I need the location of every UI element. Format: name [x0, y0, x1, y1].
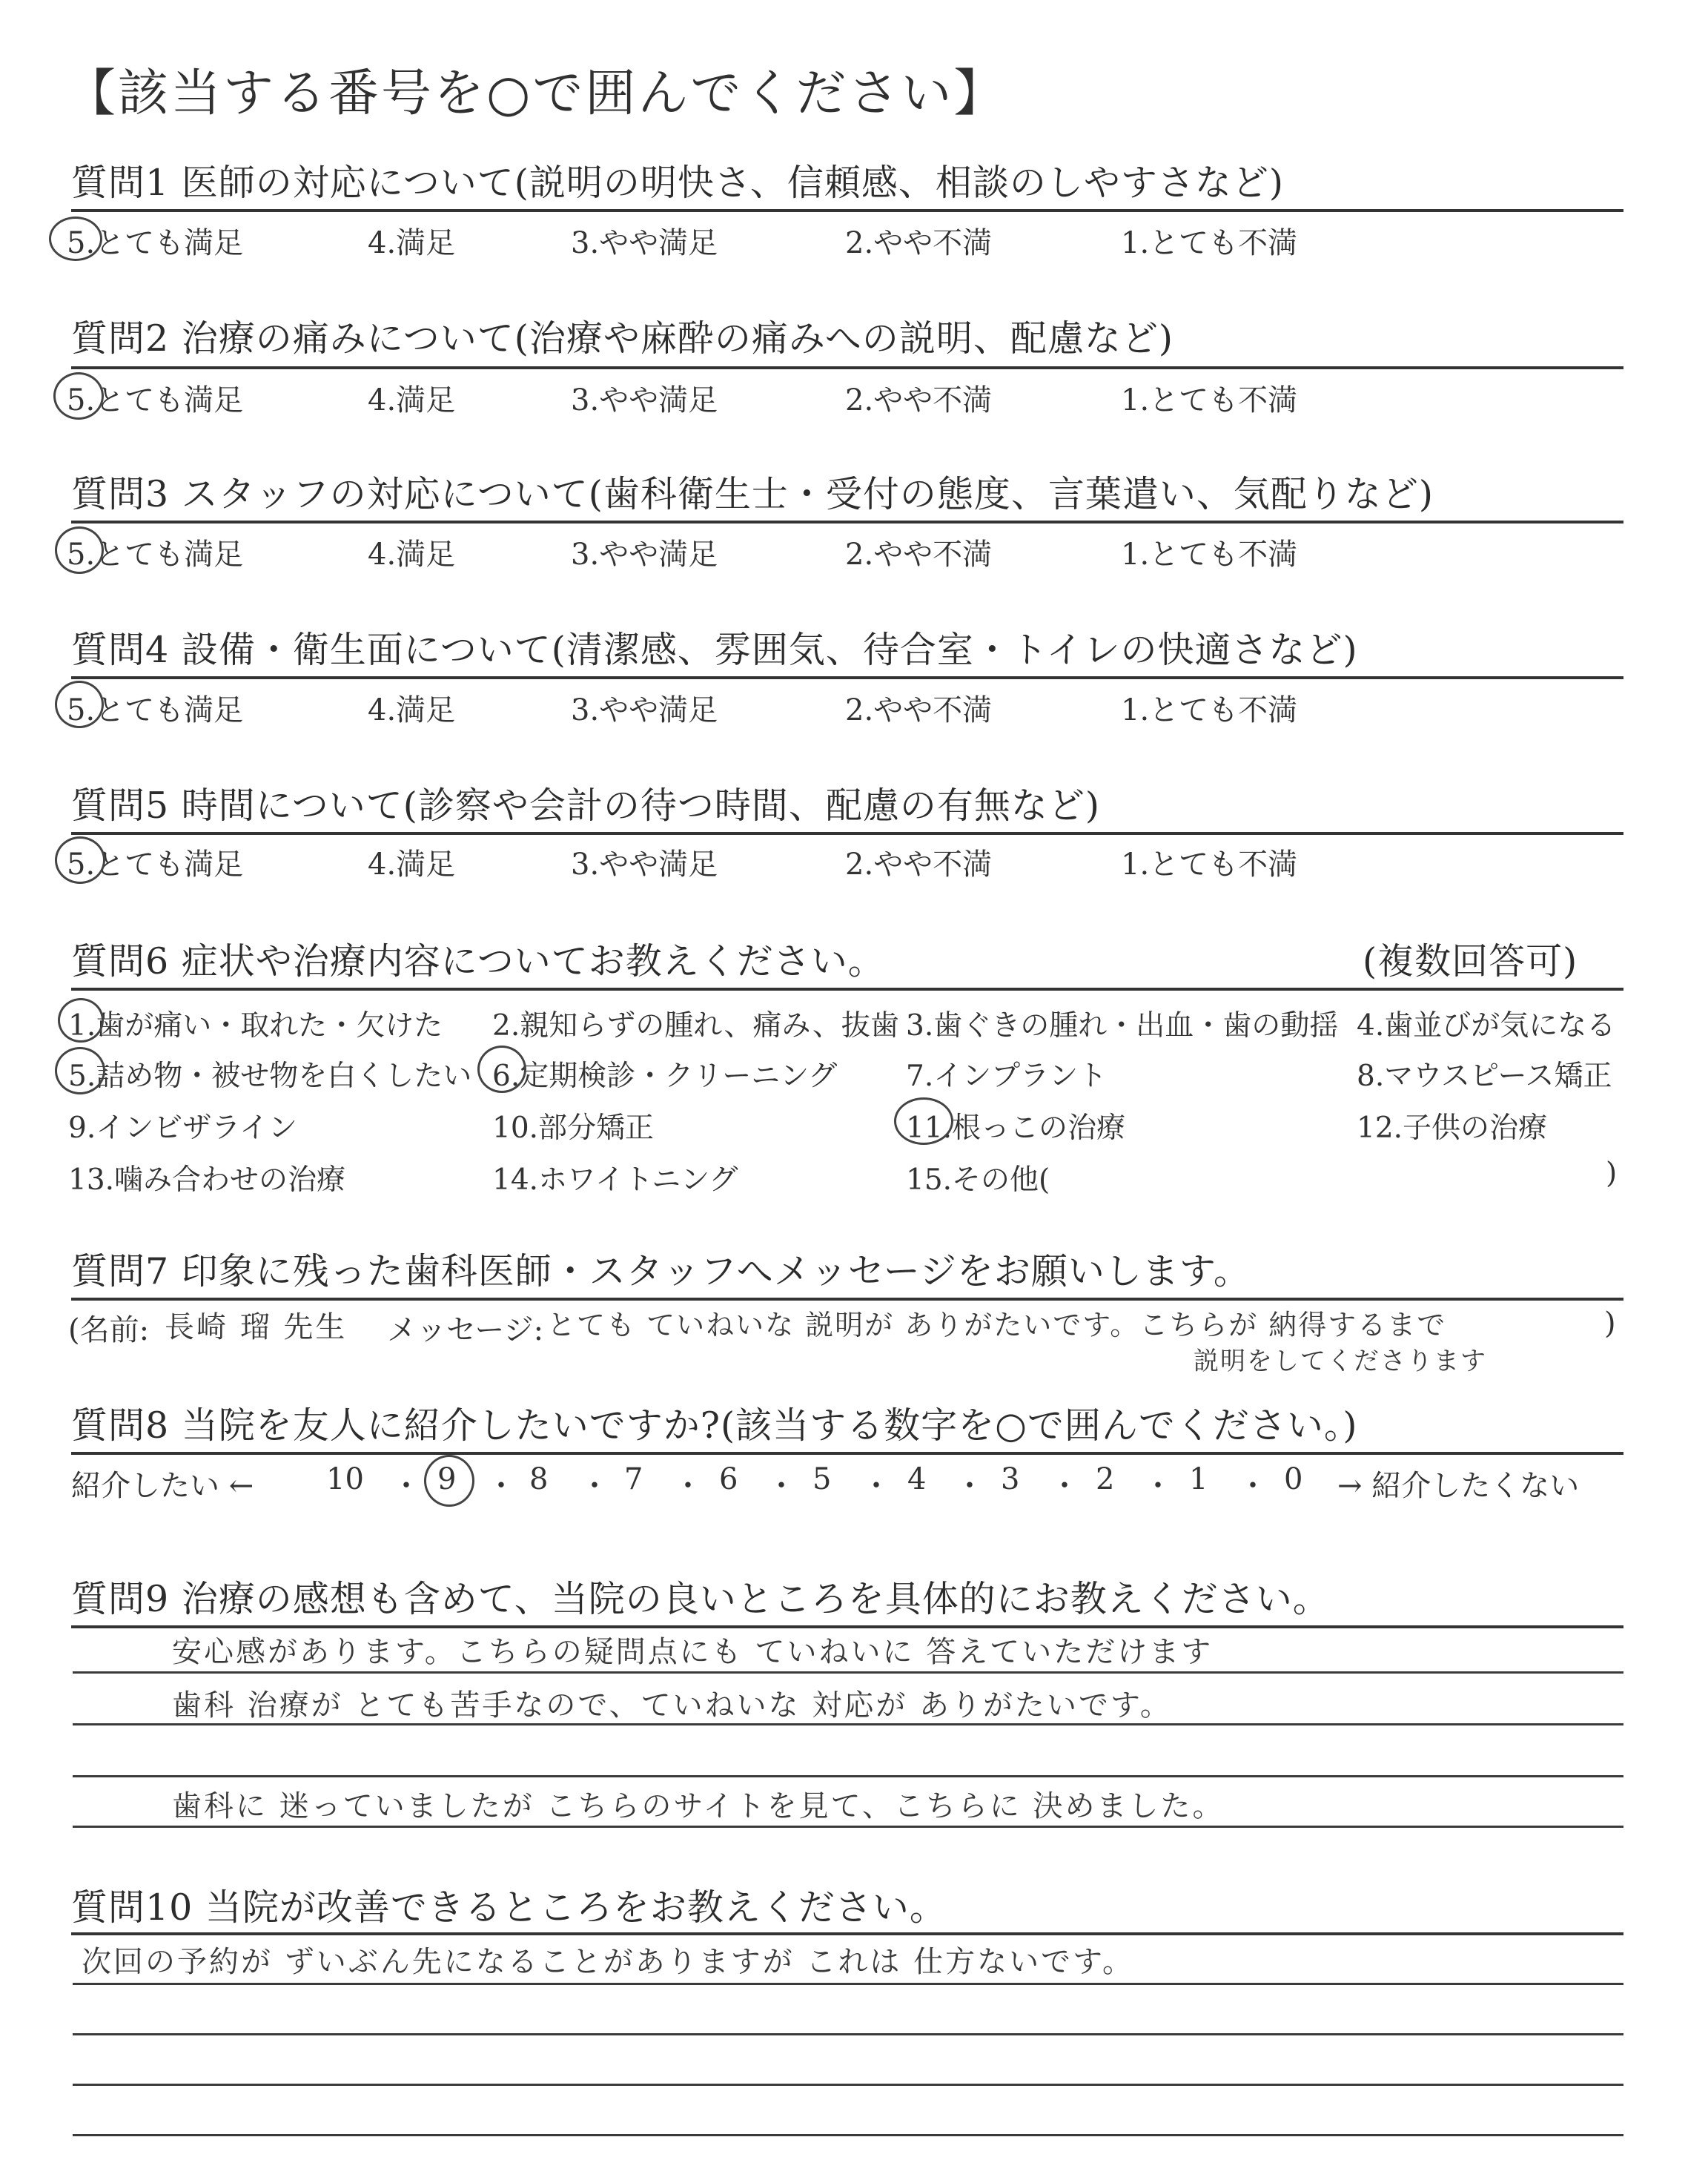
handwritten-answer-line-1: 次回の予約が ずいぶん先になることがありますが これは 仕方ないです。	[82, 1945, 1134, 1979]
scale-dot: ・	[391, 1469, 421, 1503]
symptom-option-11[interactable]: 11.根っこの治療	[906, 1112, 1126, 1145]
divider	[71, 366, 1623, 369]
option-4[interactable]: 4.満足	[368, 226, 456, 260]
answer-line	[73, 1775, 1623, 1777]
handwritten-answer-line-4: 歯科に 迷っていましたが こちらのサイトを見て、こちらに 決めました。	[172, 1789, 1225, 1823]
option-2[interactable]: 2.やや不満	[845, 693, 993, 727]
question-10-label: 質問10 当院が改善できるところをお教えください。	[71, 1886, 947, 1929]
question-4-label: 質問4 設備・衛生面について(清潔感、雰囲気、待合室・トイレの快適さなど)	[71, 629, 1358, 671]
scale-4[interactable]: 4	[907, 1462, 927, 1496]
question-9-label: 質問9 治療の感想も含めて、当院の良いところを具体的にお教えください。	[71, 1578, 1330, 1620]
option-1[interactable]: 1.とても不満	[1121, 383, 1298, 417]
scale-dot: ・	[580, 1469, 609, 1503]
symptom-option-1[interactable]: 1.歯が痛い・取れた・欠けた	[68, 1009, 443, 1043]
scale-0[interactable]: 0	[1284, 1462, 1303, 1496]
scale-2[interactable]: 2	[1096, 1462, 1115, 1496]
option-2[interactable]: 2.やや不満	[845, 848, 993, 882]
question-2-label: 質問2 治療の痛みについて(治療や麻酔の痛みへの説明、配慮など)	[71, 317, 1174, 360]
name-prefix: (名前:	[68, 1313, 150, 1347]
option-5[interactable]: 5.とても満足	[67, 848, 244, 882]
symptom-option-8[interactable]: 8.マウスピース矯正	[1357, 1060, 1612, 1093]
scale-dot: ・	[1238, 1469, 1268, 1503]
option-3[interactable]: 3.やや満足	[571, 693, 718, 727]
divider	[71, 209, 1623, 212]
option-5[interactable]: 5.とても満足	[67, 538, 244, 572]
scale-10[interactable]: 10	[326, 1462, 364, 1496]
symptom-option-12[interactable]: 12.子供の治療	[1357, 1112, 1548, 1145]
scale-3[interactable]: 3	[1001, 1462, 1020, 1496]
message-prefix: メッセージ:	[387, 1313, 544, 1347]
symptom-option-15[interactable]: 15.その他(	[906, 1163, 1050, 1197]
answer-line	[73, 1671, 1623, 1674]
recommend-left-label: 紹介したい ←	[71, 1469, 254, 1503]
selection-circle	[55, 1047, 105, 1094]
option-3[interactable]: 3.やや満足	[571, 848, 718, 882]
scale-dot: ・	[1050, 1469, 1079, 1503]
symptom-option-5[interactable]: 5.詰め物・被せ物を白くしたい	[68, 1060, 472, 1093]
selection-circle	[49, 217, 102, 261]
answer-line	[73, 2033, 1623, 2035]
question-6-label: 質問6 症状や治療内容についてお教えください。	[71, 940, 885, 982]
question-8-label: 質問8 当院を友人に紹介したいですか?(該当する数字を○で囲んでください。)	[71, 1404, 1358, 1447]
symptom-option-9[interactable]: 9.インビザライン	[68, 1112, 298, 1145]
recommend-right-label: → 紹介したくない	[1337, 1469, 1580, 1503]
divider	[71, 1298, 1623, 1301]
scale-dot: ・	[861, 1469, 891, 1503]
divider	[71, 1452, 1623, 1455]
selection-circle	[55, 526, 104, 574]
handwritten-answer-line-2: 歯科 治療が とても苦手なので、ていねいな 対応が ありがたいです。	[172, 1688, 1172, 1723]
symptom-option-10[interactable]: 10.部分矯正	[492, 1112, 655, 1145]
option-2[interactable]: 2.やや不満	[845, 226, 993, 260]
other-close-paren: )	[1606, 1157, 1618, 1190]
divider	[71, 521, 1623, 524]
answer-line	[73, 2084, 1623, 2086]
option-5[interactable]: 5.とても満足	[67, 383, 244, 417]
scale-7[interactable]: 7	[624, 1462, 643, 1496]
selection-circle	[55, 836, 105, 884]
option-1[interactable]: 1.とても不満	[1121, 226, 1298, 260]
scale-dot: ・	[673, 1469, 703, 1503]
option-5[interactable]: 5.とても満足	[67, 693, 244, 727]
scale-8[interactable]: 8	[529, 1462, 549, 1496]
symptom-option-7[interactable]: 7.インプラント	[906, 1060, 1108, 1093]
option-4[interactable]: 4.満足	[368, 848, 456, 882]
option-4[interactable]: 4.満足	[368, 538, 456, 572]
scale-dot: ・	[767, 1469, 796, 1503]
option-4[interactable]: 4.満足	[368, 383, 456, 417]
option-3[interactable]: 3.やや満足	[571, 226, 718, 260]
form-title: 【該当する番号を○で囲んでください】	[65, 65, 1007, 123]
symptom-option-14[interactable]: 14.ホワイトニング	[492, 1163, 738, 1197]
answer-line	[73, 2134, 1623, 2136]
divider	[71, 832, 1623, 835]
symptom-option-2[interactable]: 2.親知らずの腫れ、痛み、抜歯	[492, 1009, 899, 1043]
handwritten-name: 長崎 瑠 先生	[165, 1310, 348, 1344]
scale-9[interactable]: 9	[437, 1462, 457, 1496]
option-2[interactable]: 2.やや不満	[845, 383, 993, 417]
option-5[interactable]: 5.とても満足	[67, 226, 244, 260]
scale-dot: ・	[955, 1469, 984, 1503]
selection-circle	[55, 681, 104, 728]
answer-line	[73, 1983, 1623, 1985]
symptom-option-6[interactable]: 6.定期検診・クリーニング	[492, 1060, 838, 1093]
question-7-label: 質問7 印象に残った歯科医師・スタッフへメッセージをお願いします。	[71, 1250, 1251, 1292]
handwritten-message-line-1: とても ていねいな 説明が ありがたいです。こちらが 納得するまで	[547, 1309, 1447, 1341]
option-1[interactable]: 1.とても不満	[1121, 848, 1298, 882]
option-2[interactable]: 2.やや不満	[845, 538, 993, 572]
selection-circle	[53, 372, 104, 420]
divider	[71, 1932, 1623, 1935]
symptom-option-3[interactable]: 3.歯ぐきの腫れ・出血・歯の動揺	[906, 1009, 1339, 1043]
handwritten-message-line-2: 説明をしてくださります	[1194, 1347, 1487, 1376]
question-5-label: 質問5 時間について(診察や会計の待つ時間、配慮の有無など)	[71, 785, 1101, 827]
symptom-option-13[interactable]: 13.噛み合わせの治療	[68, 1163, 346, 1197]
symptom-option-4[interactable]: 4.歯並びが気になる	[1357, 1009, 1616, 1043]
handwritten-answer-line-1: 安心感があります。こちらの疑問点にも ていねいに 答えていただけます	[172, 1635, 1214, 1669]
option-4[interactable]: 4.満足	[368, 693, 456, 727]
answer-line	[73, 1723, 1623, 1725]
scale-dot: ・	[486, 1469, 516, 1503]
message-close-paren: )	[1604, 1307, 1616, 1341]
option-3[interactable]: 3.やや満足	[571, 538, 718, 572]
question-1-label: 質問1 医師の対応について(説明の明快さ、信頼感、相談のしやすさなど)	[71, 162, 1285, 204]
scale-1[interactable]: 1	[1189, 1462, 1208, 1496]
option-1[interactable]: 1.とても不満	[1121, 693, 1298, 727]
option-1[interactable]: 1.とても不満	[1121, 538, 1298, 572]
multiple-answer-note: (複数回答可)	[1363, 940, 1578, 982]
question-3-label: 質問3 スタッフの対応について(歯科衛生士・受付の態度、言葉遣い、気配りなど)	[71, 473, 1434, 515]
answer-line	[73, 1826, 1623, 1828]
scale-6[interactable]: 6	[719, 1462, 738, 1496]
option-3[interactable]: 3.やや満足	[571, 383, 718, 417]
divider	[71, 676, 1623, 679]
selection-circle	[894, 1097, 953, 1145]
selection-circle	[58, 998, 104, 1043]
selection-circle	[477, 1046, 526, 1093]
divider	[71, 988, 1623, 991]
scale-5[interactable]: 5	[812, 1462, 832, 1496]
selection-circle	[424, 1455, 474, 1507]
scale-dot: ・	[1143, 1469, 1173, 1503]
